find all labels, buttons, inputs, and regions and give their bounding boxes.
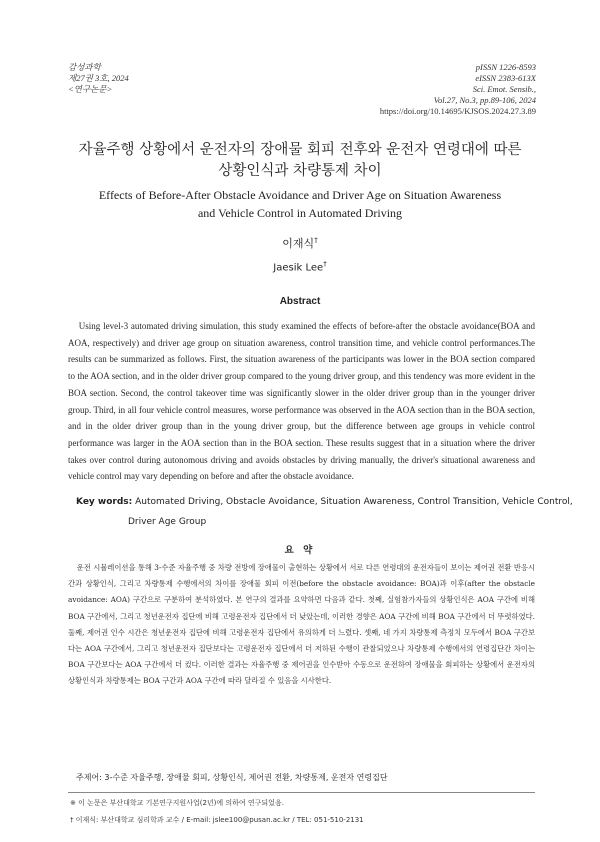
- korean-title-line2: 상황인식과 차량통제 차이: [218, 163, 382, 179]
- author-english: [0, 260, 600, 273]
- volume-pages: Vol.27, No.3, pp.89-106, 2024: [433, 95, 536, 105]
- author-korean: [0, 235, 600, 251]
- keywords-text: Automated Driving, Obstacle Avoidance, Situation Awareness, Control Transition, Vehicle Control, Driver Age Group: [128, 497, 573, 527]
- author-english-name: Jaesik Lee: [273, 262, 324, 274]
- author-mark: †: [314, 236, 318, 245]
- korean-abstract-body: 운전 시뮬레이션을 통해 3-수준 자율주행 중 차량 전방에 장애물이 출현하는 상황에서 서로 다른 연령대의 운전자들이 보이는 제어권 전환 반응시간과 상황인식, 그리고 차량통제 수행에서의 차이를 장애물 회피 이전(before the obstacle avoidance: BOA)과 이후(after the obstacle avoidance: AOA) 구간으로 구분하여 분석하였다. 본 연구의 결과를 요약하면 다음과 같다. 첫째, 실험참가자들의 상황인식은 AOA 구간에 비해 BOA 구간에서, 그리고 청년운전자 집단에 비해 고령운전자 집단에서 더 낮았는데, 이러한 경향은 AOA 구간에 비해 BOA 구간에서 더 뚜렷하였다. 둘째, 제어권 인수 시간은 청년운전자 집단에 비해 고령운전자 집단에서 유의하게 더 느렸다. 셋째, 네 가지 차량통제 측정치 모두에서 BOA 구간보다는 AOA 구간에서, 그리고 청년운전자 집단보다는 고령운전자 집단에서 더 저하된 수행이 관찰되었으나 차량통제 수행에서의 연령집단간 차이는 BOA 구간보다는 AOA 구간에서 더 컸다. 이러한 결과는 자율주행 중 제어권을 인수받아 수동으로 운전하여 장애물을 회피하는 상황에서 운전자의 상황인식과 차량통제는 BOA 구간과 AOA 구간에 따라 달라질 수 있음을 시사한다.: [68, 563, 535, 686]
- footnote-funding: ※ 이 논문은 부산대학교 기본연구지원사업(2년)에 의하여 연구되었음.: [70, 799, 284, 807]
- journal-header-left: [68, 62, 129, 95]
- korean-title-line1: 자율주행 상황에서 운전자의 장애물 회피 전후와 운전자 연령대에 따른: [78, 142, 522, 158]
- journal-header-right: [380, 62, 536, 117]
- abstract-body: Using level-3 automated driving simulation, this study examined the effects of before-after the obstacle avoidance(BOA and AOA, respectively) and driver age group on situation awareness, control transition time, and vehicle control performances.The results can be summarized as follows. First, the situation awareness of the participants was lower in the BOA section compared to the AOA section, and in the older driver group compared to the young driver group, and this tendency was more evident in the BOA section. Second, the control takeover time was significantly slower in the older driver group than in the younger driver group. Third, in all four vehicle control measures, worse performance was observed in the AOA section than in the BOA section, and in the older driver group than in the young driver group, but the difference between age groups in vehicle control performance was larger in the AOA section than in the BOA section. These results suggest that in a situation where the driver takes over control during autonomous driving and avoids obstacles by driving manually, the driver's situational awareness and vehicle control may vary depending on before and after the obstacle avoidance.: [68, 321, 535, 482]
- author-korean-name: 이재식: [282, 237, 315, 250]
- english-title-line2: and Vehicle Control in Automated Driving: [197, 206, 403, 220]
- footnote-divider: [68, 792, 535, 793]
- journal-name: 감성과학: [68, 62, 101, 72]
- author-mark-en: †: [323, 260, 327, 268]
- footnote-author-contact: † 이재식: 부산대학교 심리학과 교수 / E-mail: jslee100@pusan.ac.kr / TEL: 051-510-2131: [70, 816, 364, 824]
- pissn: pISSN 1226-8593: [475, 62, 536, 72]
- english-title-line1: Effects of Before-After Obstacle Avoidance and Driver Age on Situation Awareness: [98, 188, 502, 202]
- keywords: [76, 492, 588, 532]
- korean-abstract-heading: 요 약: [284, 545, 316, 556]
- journal-volume: 제27권 3호, 2024: [68, 73, 129, 83]
- korean-title: [40, 140, 560, 182]
- korean-keywords: 주제어: 3-수준 자율주행, 장애물 회피, 상황인식, 제어권 전환, 차량통제, 운전자 연령집단: [76, 773, 388, 782]
- article-type: <연구논문>: [68, 84, 113, 94]
- journal-abbr: Sci. Emot. Sensib.,: [472, 84, 536, 94]
- abstract-heading: Abstract: [279, 296, 321, 307]
- eissn: eISSN 2383-613X: [475, 73, 536, 83]
- english-title: [40, 186, 560, 222]
- doi-link[interactable]: https://doi.org/10.14695/KJSOS.2024.27.3.89: [379, 106, 536, 116]
- keywords-label: Key words:: [76, 497, 133, 507]
